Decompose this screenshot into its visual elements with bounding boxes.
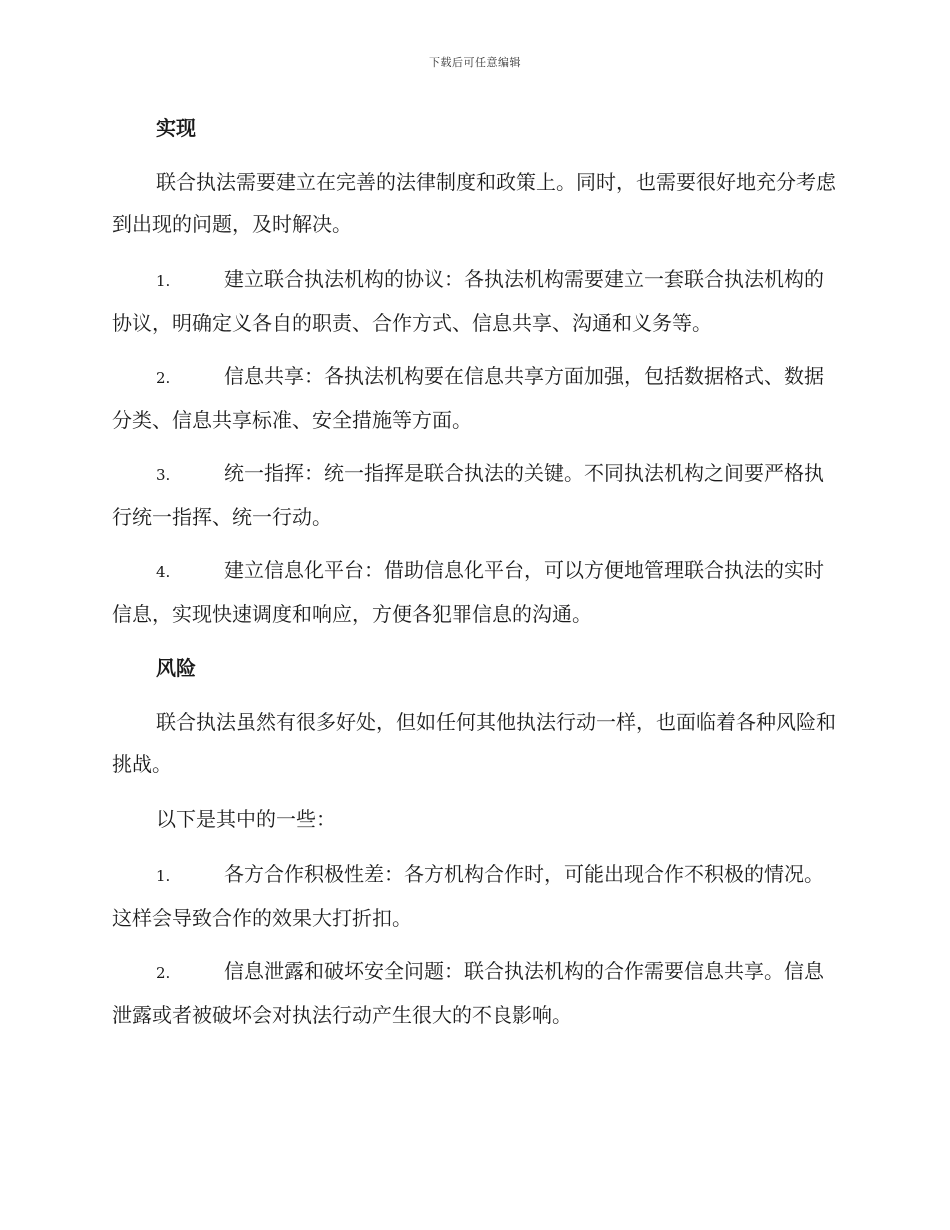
implementation-item-2 xyxy=(112,355,838,441)
list-item-text: 信息泄露和破坏安全问题：联合执法机构的合作需要信息共享。信息泄露或者被破坏会对执法行动产生很大的不良影响。 xyxy=(112,959,824,1027)
section-title-risk: 风险 xyxy=(156,656,196,680)
list-number: 2. xyxy=(156,369,171,387)
list-item-text: 统一指挥：统一指挥是联合执法的关键。不同执法机构之间要严格执行统一指挥、统一行动。 xyxy=(112,461,824,529)
risk-item-2 xyxy=(112,950,838,1036)
list-item-text: 建立信息化平台：借助信息化平台，可以方便地管理联合执法的实时信息，实现快速调度和响应，方便各犯罪信息的沟通。 xyxy=(112,558,824,626)
implementation-item-1 xyxy=(112,258,838,344)
implementation-intro: 联合执法需要建立在完善的法律制度和政策上。同时，也需要很好地充分考虑到出现的问题，及时解决。 xyxy=(112,170,836,236)
list-number: 3. xyxy=(156,466,171,484)
list-number: 4. xyxy=(156,563,171,581)
header-note: 下载后可任意编辑 xyxy=(429,56,521,69)
risk-intro: 联合执法虽然有很多好处，但如任何其他执法行动一样，也面临着各种风险和挑战。 xyxy=(112,710,836,776)
list-item-text: 信息共享：各执法机构要在信息共享方面加强，包括数据格式、数据分类、信息共享标准、安全措施等方面。 xyxy=(112,364,824,432)
list-item-text: 建立联合执法机构的协议：各执法机构需要建立一套联合执法机构的协议，明确定义各自的职责、合作方式、信息共享、沟通和义务等。 xyxy=(112,267,824,335)
list-number: 2. xyxy=(156,964,171,982)
section-title-implementation: 实现 xyxy=(156,116,196,140)
risk-item-1 xyxy=(112,853,838,939)
implementation-item-3 xyxy=(112,452,838,538)
list-number: 1. xyxy=(156,867,171,885)
list-item-text: 各方合作积极性差：各方机构合作时，可能出现合作不积极的情况。这样会导致合作的效果大打折扣。 xyxy=(112,862,824,930)
risk-lead: 以下是其中的一些： xyxy=(156,807,336,831)
implementation-item-4 xyxy=(112,549,838,635)
list-number: 1. xyxy=(156,272,171,290)
